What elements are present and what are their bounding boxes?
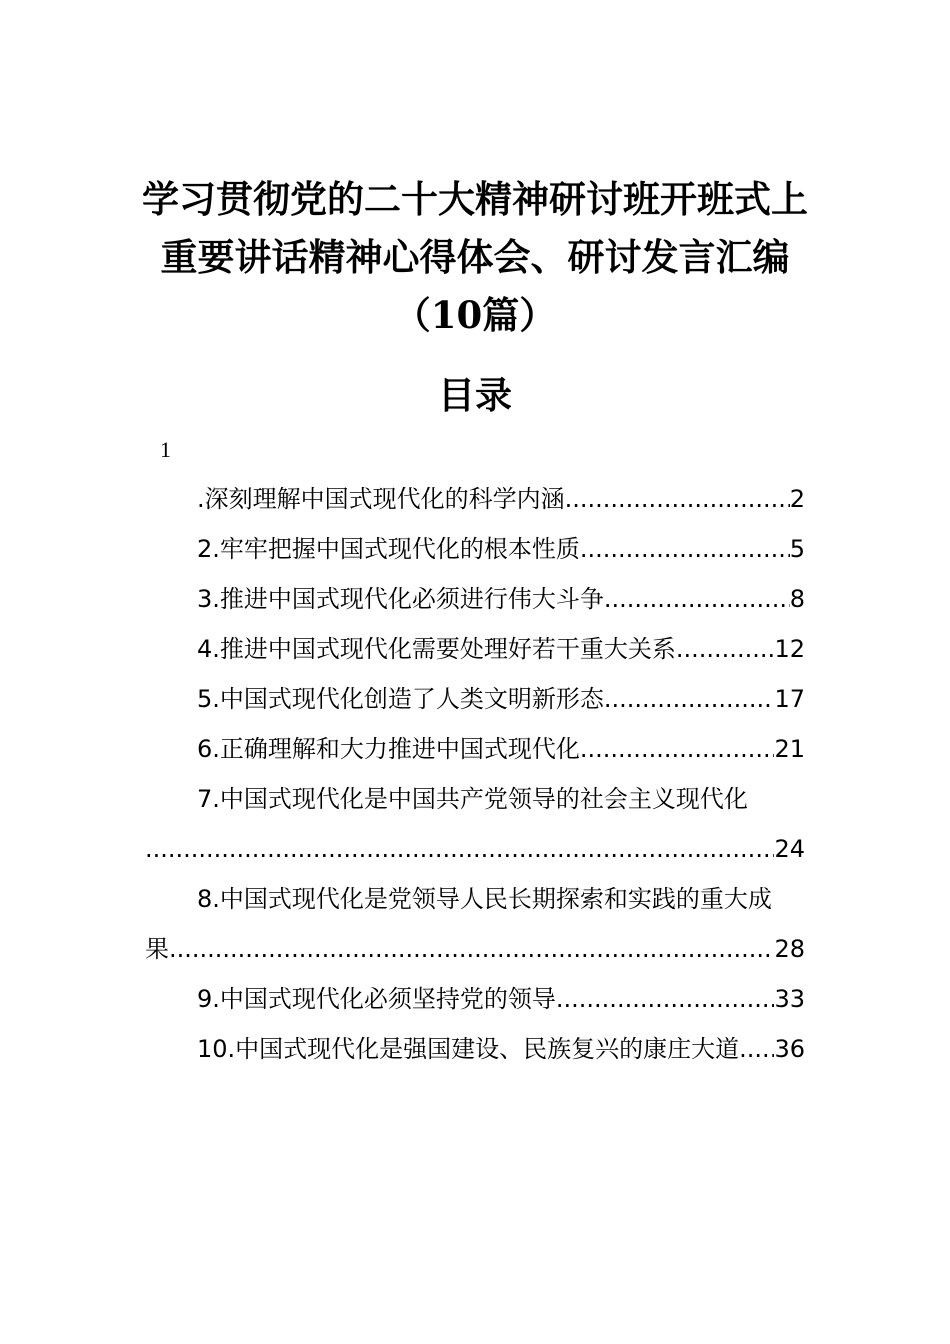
title-line-1: 学习贯彻党的二十大精神研讨班开班式上: [142, 177, 808, 221]
toc-leader-dots: [580, 524, 790, 574]
toc-entry-5[interactable]: [145, 674, 805, 724]
toc-leader-dots: [145, 824, 774, 874]
document-title: [100, 170, 850, 344]
toc-entry-title-continued: 果: [145, 935, 169, 963]
toc-leader-dots: [556, 974, 775, 1024]
toc-page-number: 36: [774, 1035, 805, 1063]
stray-number: 1: [160, 437, 171, 462]
toc-entry-4[interactable]: [145, 624, 805, 674]
toc-leader-dots: [565, 474, 790, 524]
toc-entry-title: 8.中国式现代化是党领导人民长期探索和实践的重大成: [197, 885, 772, 913]
toc-entry-title: 7.中国式现代化是中国共产党领导的社会主义现代化: [197, 785, 748, 813]
toc-entry-10[interactable]: [145, 1024, 805, 1074]
toc-entry-title: 6.正确理解和大力推进中国式现代化: [197, 735, 580, 763]
toc-leader-dots: [580, 724, 775, 774]
title-line-3: （10篇）: [393, 293, 557, 337]
toc-entry-7[interactable]: [145, 774, 805, 874]
toc-leader-dots: [676, 624, 775, 674]
toc-page-number: 33: [774, 985, 805, 1013]
toc-heading: 目录: [438, 373, 512, 417]
toc-entry-title: 5.中国式现代化创造了人类文明新形态: [197, 685, 604, 713]
toc-page-number: 5: [789, 535, 805, 563]
toc-entry-title: 4.推进中国式现代化需要处理好若干重大关系: [197, 635, 676, 663]
toc-page-number: 2: [789, 485, 805, 513]
toc-entry-1[interactable]: [145, 474, 805, 524]
toc-entry-title: .深刻理解中国式现代化的科学内涵: [197, 485, 565, 513]
toc-entry-title: 2.牢牢把握中国式现代化的根本性质: [197, 535, 580, 563]
toc-page-number: 12: [774, 635, 805, 663]
toc-page-number: 24: [774, 835, 805, 863]
toc-page-number: 21: [774, 735, 805, 763]
table-of-contents: [145, 474, 805, 1074]
title-line-2: 重要讲话精神心得体会、研讨发言汇编: [160, 235, 790, 279]
toc-entry-title: 9.中国式现代化必须坚持党的领导: [197, 985, 556, 1013]
toc-page-number: 17: [774, 685, 805, 713]
toc-leader-dots: [604, 674, 775, 724]
toc-entry-9[interactable]: [145, 974, 805, 1024]
toc-entry-3[interactable]: [145, 574, 805, 624]
toc-entry-2[interactable]: [145, 524, 805, 574]
toc-entry-title: 10.中国式现代化是强国建设、民族复兴的康庄大道: [197, 1035, 740, 1063]
toc-entry-8[interactable]: [145, 874, 805, 974]
toc-page-number: 28: [774, 935, 805, 963]
toc-page-number: 8: [789, 585, 805, 613]
toc-leader-dots: [604, 574, 790, 624]
toc-leader-dots: [169, 924, 774, 974]
toc-entry-6[interactable]: [145, 724, 805, 774]
toc-entry-title: 3.推进中国式现代化必须进行伟大斗争: [197, 585, 604, 613]
toc-leader-dots: [739, 1024, 774, 1074]
